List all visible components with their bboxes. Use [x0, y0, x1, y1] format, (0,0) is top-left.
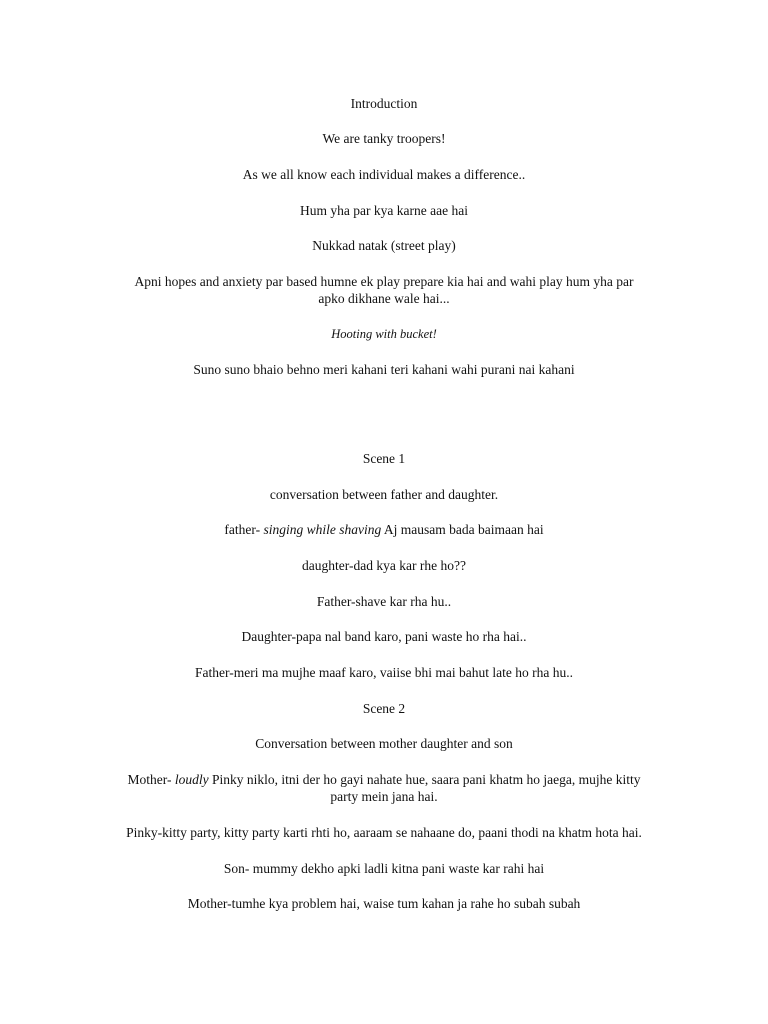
dialogue-daughter-2: Daughter-papa nal band karo, pani waste ho rha hai..	[241, 629, 527, 644]
dialogue-mother-1-line-1	[90, 771, 678, 788]
dialogue-text: Aj mausam bada baimaan hai	[381, 522, 544, 537]
speaker-mother: Mother-	[127, 772, 175, 787]
dialogue-son-1: Son- mummy dekho apki ladli kitna pani waste kar rahi hai	[223, 861, 545, 876]
stage-direction: singing while shaving	[263, 522, 382, 537]
line-apni-1: Apni hopes and anxiety par based humne ek play prepare kia hai and wahi play hum yha par	[134, 274, 634, 289]
scene2-description: Conversation between mother daughter and son	[255, 736, 513, 751]
stage-direction: loudly	[174, 772, 209, 787]
line-nukkad: Nukkad natak (street play)	[312, 238, 456, 253]
line-difference: As we all know each individual makes a difference..	[242, 167, 526, 182]
paragraph-apni	[90, 273, 678, 307]
dialogue-mother-1	[90, 771, 678, 805]
dialogue-mother-1-line-2: party mein jana hai.	[330, 789, 438, 804]
dialogue-pinky-1: Pinky-kitty party, kitty party karti rhti ho, aaraam se nahaane do, paani thodi na khatm hota hai.	[126, 825, 642, 840]
speaker-father: father-	[224, 522, 264, 537]
line-troopers: We are tanky troopers!	[322, 131, 446, 146]
intro-heading: Introduction	[350, 96, 418, 111]
line-suno: Suno suno bhaio behno meri kahani teri kahani wahi purani nai kahani	[193, 362, 575, 377]
dialogue-father-3: Father-meri ma mujhe maaf karo, vaiise bhi mai bahut late ho rha hu..	[195, 665, 573, 680]
line-hooting: Hooting with bucket!	[331, 327, 437, 341]
line-hum: Hum yha par kya karne aae hai	[300, 203, 468, 218]
dialogue-text: Pinky niklo, itni der ho gayi nahate hue, saara pani khatm ho jaega, mujhe kitty	[208, 772, 641, 787]
scene1-heading: Scene 1	[362, 451, 406, 466]
dialogue-mother-2: Mother-tumhe kya problem hai, waise tum kahan ja rahe ho subah subah	[187, 896, 581, 911]
dialogue-father-1	[90, 521, 678, 538]
line-apni-2: apko dikhane wale hai...	[318, 291, 450, 306]
dialogue-daughter-1: daughter-dad kya kar rhe ho??	[302, 558, 466, 573]
dialogue-father-2: Father-shave kar rha hu..	[316, 594, 452, 609]
scene1-description: conversation between father and daughter.	[269, 487, 499, 502]
scene2-heading: Scene 2	[362, 701, 406, 716]
